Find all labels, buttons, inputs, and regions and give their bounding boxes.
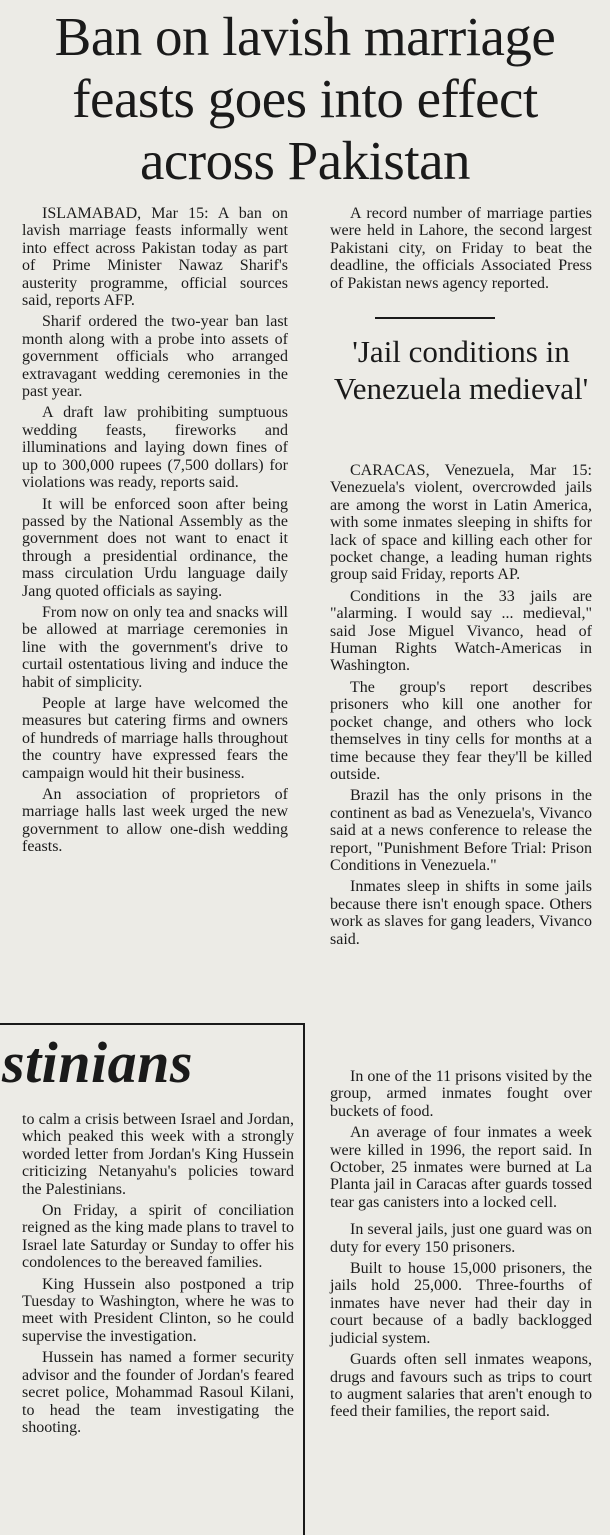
- main-headline: Ban on lavish marriage feasts goes into effect across Pakistan: [54, 6, 556, 191]
- main-article-body: [22, 205, 288, 860]
- paragraph: A record number of marriage parties were held in Lahore, the second largest Pakistani city, on Friday to beat the deadline, the officials Associated Press of Pakistan news agency reported.: [330, 205, 592, 292]
- paragraph: Guards often sell inmates weapons, drugs and favours such as trips to court to augment salaries that aren't enough to feed their families, the report said.: [330, 1351, 592, 1421]
- paragraph: The group's report describes prisoners who kill one another for pocket change, and others who lock themselves in tiny cells for months at a time because they fear they'll be killed outside.: [330, 678, 592, 783]
- paragraph: It will be enforced soon after being passed by the National Assembly as the government does not want to enact it through a presidential ordinance, the mass circulation Urdu language daily Jang quoted officials as saying.: [22, 495, 288, 600]
- paragraph: ISLAMABAD, Mar 15: A ban on lavish marriage feasts informally went into effect across Pakistan today as part of Prime Minister Nawaz Sharif's austerity programme, official sources said, reports AFP.: [22, 205, 288, 310]
- paragraph: From now on only tea and snacks will be allowed at marriage ceremonies in line with the government's drive to curtail ostentatious living and induce the habit of simplicity.: [22, 603, 288, 691]
- paragraph: Brazil has the only prisons in the continent as bad as Venezuela's, Vivanco said at a news conference to release the report, "Punishment Before Trial: Prison Conditions in Venezuela.": [330, 787, 592, 874]
- paragraph: Built to house 15,000 prisoners, the jails hold 25,000. Three-fourths of inmates have never had their day in court because of a badly backlogged judicial system.: [330, 1260, 592, 1347]
- paragraph: King Hussein also postponed a trip Tuesday to Washington, where he was to meet with President Clinton, so he could supervise the investigation.: [22, 1275, 294, 1345]
- paragraph: On Friday, a spirit of conciliation reigned as the king made plans to travel to Israel late Saturday or Sunday to offer his condolences to the bereaved families.: [22, 1202, 294, 1272]
- section-divider: [375, 317, 495, 319]
- paragraph: In one of the 11 prisons visited by the group, armed inmates fought over buckets of food.: [330, 1068, 592, 1120]
- venezuela-article-body: [330, 462, 592, 952]
- paragraph: Sharif ordered the two-year ban last month along with a probe into assets of government officials who arranged extravagant wedding ceremonies in the past year.: [22, 313, 288, 401]
- venezuela-headline: 'Jail conditions in Venezuela medieval': [333, 334, 589, 406]
- paragraph: A draft law prohibiting sumptuous wedding feasts, fireworks and illuminations and laying down fines of up to 300,000 rupees (7,500 dollars) for violations was ready, reports said.: [22, 404, 288, 492]
- paragraph: People at large have welcomed the measures but catering firms and owners of hundreds of marriage halls throughout the country have expressed fears the campaign would hit their business.: [22, 694, 288, 782]
- paragraph: Conditions in the 33 jails are "alarming. I would say ... medieval," said Jose Miguel Vivanco, head of Human Rights Watch-Americas in Washington.: [330, 587, 592, 675]
- paragraph: Inmates sleep in shifts in some jails because there isn't enough space. Others work as slaves for gang leaders, Vivanco said.: [330, 878, 592, 948]
- main-article-continuation: [330, 205, 592, 296]
- paragraph: An average of four inmates a week were killed in 1996, the report said. In October, 25 inmates were burned at La Planta jail in Caracas after guards tossed tear gas canisters into a locked cell.: [330, 1124, 592, 1211]
- palestinians-article-body: [22, 1111, 294, 1440]
- venezuela-article-body-continued: [330, 1068, 592, 1425]
- palestinians-headline: stinians: [2, 1030, 193, 1095]
- paragraph: to calm a crisis between Israel and Jordan, which peaked this week with a strongly worded letter from Jordan's King Hussein criticizing Netanyahu's policies toward the Palestinians.: [22, 1111, 294, 1198]
- paragraph: Hussein has named a former security advisor and the founder of Jordan's feared secret police, Mohammad Rasoul Kilani, to head the team investigating the shooting.: [22, 1349, 294, 1436]
- paragraph: CARACAS, Venezuela, Mar 15: Venezuela's violent, overcrowded jails are among the worst in Latin America, with some inmates sleeping in shifts for lack of space and killing each other for pocket change, a leading human rights group said Friday, reports AP.: [330, 462, 592, 584]
- paragraph: In several jails, just one guard was on duty for every 150 prisoners.: [330, 1221, 592, 1256]
- paragraph: An association of proprietors of marriage halls last week urged the new government to allow one-dish wedding feasts.: [22, 786, 288, 856]
